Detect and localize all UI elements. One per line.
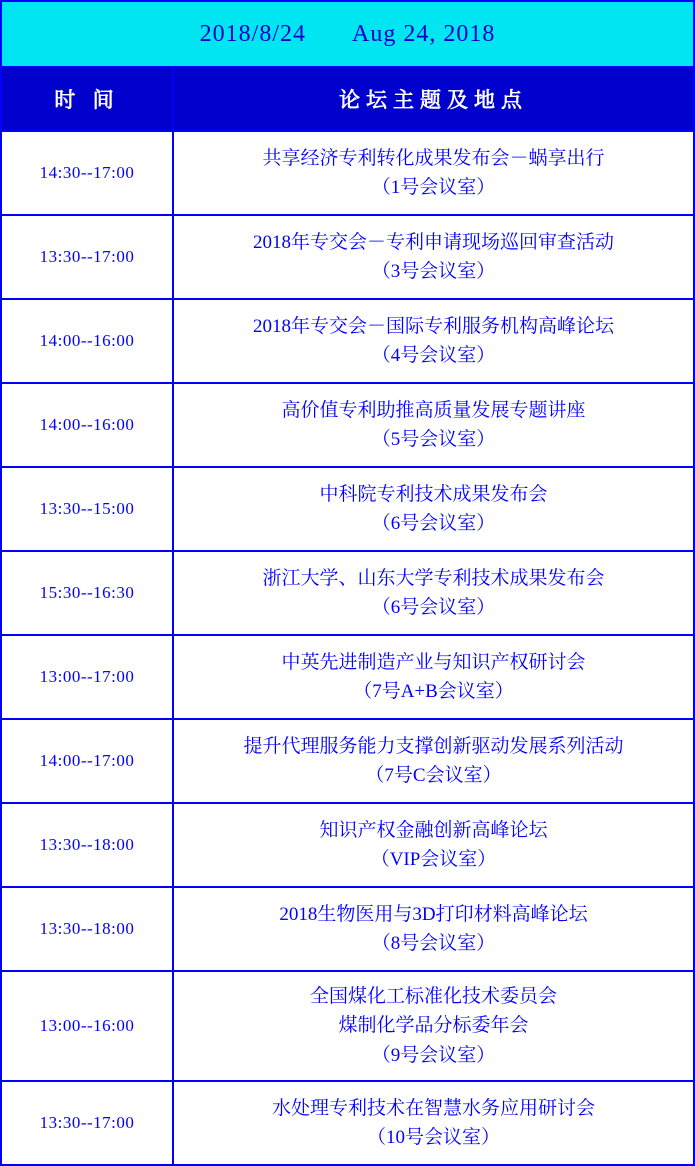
- cell-time: 13:30--17:00: [2, 216, 174, 298]
- cell-time: 13:30--15:00: [2, 468, 174, 550]
- cell-time: 14:00--17:00: [2, 720, 174, 802]
- table-row: [2, 888, 693, 972]
- cell-topic: [174, 972, 693, 1080]
- topic-line: 2018年专交会－专利申请现场巡回审查活动: [252, 231, 614, 253]
- table-row: [2, 552, 693, 636]
- cell-time: 15:30--16:30: [2, 552, 174, 634]
- table-row: [2, 1082, 693, 1164]
- cell-time: 13:30--18:00: [2, 804, 174, 886]
- cell-topic: [174, 1082, 693, 1164]
- topic-line: （VIP会议室）: [370, 849, 497, 870]
- cell-topic: [174, 804, 693, 886]
- table-header-row: [2, 68, 693, 132]
- topic-line: （7号C会议室）: [365, 765, 502, 786]
- topic-line: （6号会议室）: [371, 513, 496, 534]
- topic-line: 煤制化学品分标委年会: [338, 1015, 529, 1037]
- date-label-cn: 2018/8/24: [199, 20, 306, 47]
- topic-line: 中科院专利技术成果发布会: [319, 483, 548, 505]
- cell-time: 13:00--17:00: [2, 636, 174, 718]
- topic-line: （4号会议室）: [371, 345, 496, 366]
- table-body: [2, 132, 693, 1164]
- cell-topic: [174, 300, 693, 382]
- topic-line: （5号会议室）: [371, 429, 496, 450]
- cell-time: 13:30--17:00: [2, 1082, 174, 1164]
- table-row: [2, 300, 693, 384]
- topic-line: 中英先进制造产业与知识产权研讨会: [281, 651, 586, 673]
- topic-line: （7号A+B会议室）: [353, 681, 514, 702]
- cell-topic: [174, 132, 693, 214]
- table-row: [2, 804, 693, 888]
- table-row: [2, 216, 693, 300]
- cell-topic: [174, 216, 693, 298]
- topic-line: 共享经济专利转化成果发布会－蜗享出行: [262, 147, 605, 169]
- cell-time: 13:30--18:00: [2, 888, 174, 970]
- table-row: [2, 720, 693, 804]
- topic-line: （10号会议室）: [366, 1127, 500, 1149]
- cell-time: 13:00--16:00: [2, 972, 174, 1080]
- topic-line: 水处理专利技术在智慧水务应用研讨会: [271, 1097, 595, 1119]
- table-row: [2, 972, 693, 1082]
- date-banner: [2, 2, 693, 68]
- topic-line: （8号会议室）: [371, 933, 496, 954]
- topic-line: 2018年专交会－国际专利服务机构高峰论坛: [252, 315, 614, 337]
- cell-time: 14:00--16:00: [2, 300, 174, 382]
- topic-line: （1号会议室）: [371, 177, 496, 198]
- topic-line: 知识产权金融创新高峰论坛: [319, 819, 548, 841]
- cell-topic: [174, 384, 693, 466]
- topic-line: （6号会议室）: [371, 597, 496, 618]
- cell-topic: [174, 636, 693, 718]
- table-row: [2, 132, 693, 216]
- topic-line: （9号会议室）: [371, 1044, 496, 1066]
- column-header-time: 时 间: [2, 68, 174, 130]
- table-row: [2, 636, 693, 720]
- table-row: [2, 468, 693, 552]
- cell-topic: [174, 888, 693, 970]
- column-header-topic: 论坛主题及地点: [174, 68, 693, 130]
- topic-line: 2018生物医用与3D打印材料高峰论坛: [279, 903, 588, 925]
- date-label-en: Aug 24, 2018: [352, 20, 496, 47]
- topic-line: 全国煤化工标准化技术委员会: [309, 986, 557, 1007]
- cell-time: 14:30--17:00: [2, 132, 174, 214]
- cell-topic: [174, 552, 693, 634]
- cell-topic: [174, 720, 693, 802]
- cell-topic: [174, 468, 693, 550]
- topic-line: 浙江大学、山东大学专利技术成果发布会: [262, 567, 605, 589]
- topic-line: 高价值专利助推高质量发展专题讲座: [281, 399, 586, 421]
- topic-line: （3号会议室）: [371, 261, 496, 282]
- table-row: [2, 384, 693, 468]
- topic-line: 提升代理服务能力支撑创新驱动发展系列活动: [243, 735, 624, 757]
- cell-time: 14:00--16:00: [2, 384, 174, 466]
